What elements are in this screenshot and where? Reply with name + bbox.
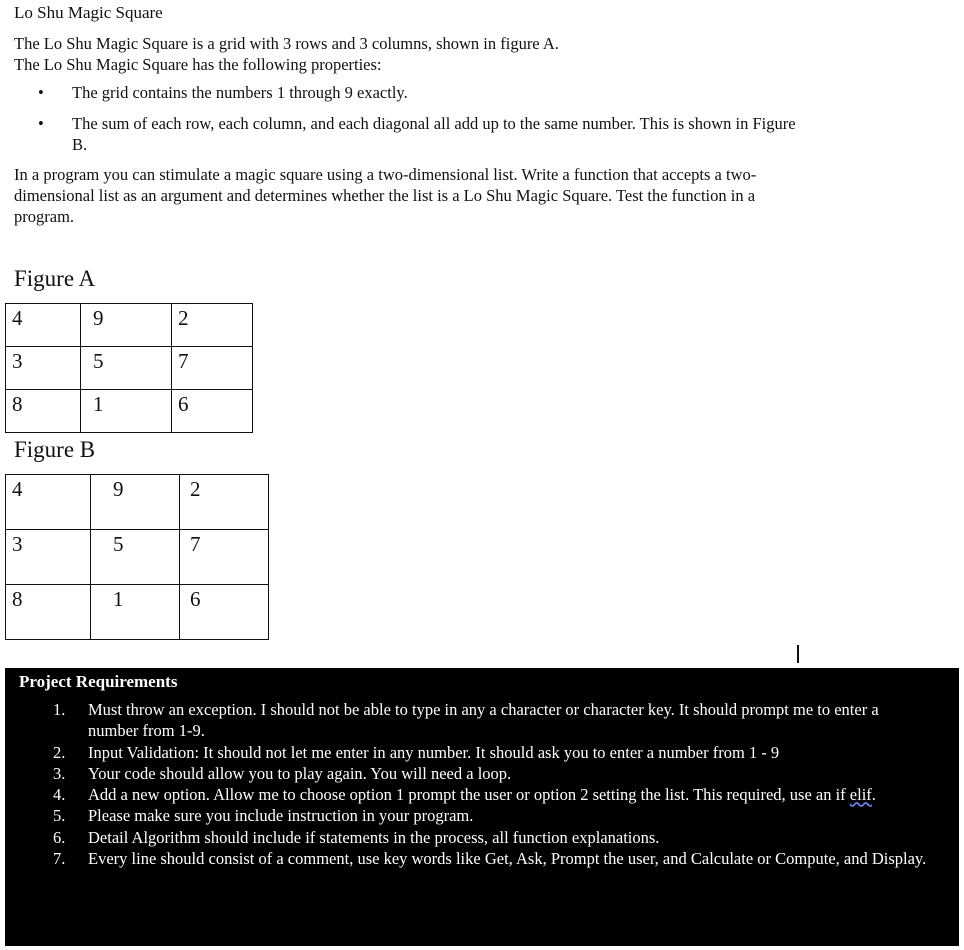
grid-cell: 5 [91,530,180,585]
bullet-marker: • [38,83,44,102]
intro-text [14,33,794,75]
list-item-text: Must throw an exception. I should not be able to type in any a character or character key. It should prompt me to enter a number from 1-9. [88,700,879,741]
grid-cell: 3 [6,347,81,390]
requirements-list [53,699,933,869]
grid-cell: 9 [81,304,172,347]
page-title: Lo Shu Magic Square [14,3,163,22]
list-item-text-part: . [871,785,876,805]
list-item-number: 6. [53,827,66,847]
list-item-text: Please make sure you include instruction in your program. [88,806,474,826]
list-item-number: 2. [53,742,66,762]
bullet-marker: • [38,114,44,133]
grid-cell: 8 [6,390,81,433]
list-item [53,699,933,742]
grid-cell: 2 [180,475,269,530]
table-row [6,347,253,390]
grid-cell: 9 [91,475,180,530]
list-item-text: Every line should consist of a comment, use key words like Get, Ask, Prompt the user, and Calculate or Compute, and Display. [88,849,927,869]
intro-line-2: The Lo Shu Magic Square has the following properties: [14,55,382,74]
list-item-text-part: Add a new option. Allow me to choose option 1 prompt the user or option 2 setting the list. This required, use an if [88,785,850,805]
figure-a-grid [5,303,253,433]
table-row [6,390,253,433]
list-item-number: 7. [53,849,66,869]
list-item [53,848,933,869]
requirements-title: Project Requirements [19,672,178,691]
list-item-text: The grid contains the numbers 1 through 9 exactly. [72,83,408,102]
list-item-text: The sum of each row, each column, and each diagonal all add up to the same number. This is shown in Figure B. [72,114,796,154]
grid-cell: 7 [172,347,253,390]
grid-cell: 5 [81,347,172,390]
table-row [6,475,269,530]
list-item [53,784,933,805]
list-item [53,827,933,848]
table-row [6,530,269,585]
table-row [6,585,269,640]
figure-b-grid [5,474,269,640]
list-item [53,763,933,784]
list-item-number: 4. [53,785,66,805]
grid-cell: 4 [6,304,81,347]
list-item-number: 1. [53,700,66,719]
grid-cell: 8 [6,585,91,640]
list-item [38,82,798,103]
grid-cell: 3 [6,530,91,585]
intro-line-1: The Lo Shu Magic Square is a grid with 3 rows and 3 columns, shown in figure A. [14,34,559,53]
list-item-text: Your code should allow you to play again. You will need a loop. [88,763,512,783]
list-item-text: Input Validation: It should not let me enter in any number. It should ask you to enter a number from 1 - 9 [88,742,780,762]
requirements-panel [5,668,959,946]
figure-b-label: Figure B [14,437,96,462]
list-item-number: 3. [53,763,66,783]
table-row [6,304,253,347]
properties-list [38,82,798,165]
list-item [53,742,933,763]
grid-cell: 6 [180,585,269,640]
list-item-text [88,785,876,804]
task-paragraph: In a program you can stimulate a magic square using a two-dimensional list. Write a function that accepts a two-dimensional list as an argument and determines whether the list is a Lo Shu Magic Square. Test the function in a program. [14,165,757,226]
spellcheck-underlined-word: elif [849,785,872,805]
list-item [53,805,933,826]
grid-cell: 1 [91,585,180,640]
grid-cell: 2 [172,304,253,347]
text-cursor [797,645,799,663]
grid-cell: 4 [6,475,91,530]
list-item-text: Detail Algorithm should include if statements in the process, all function explanations. [88,827,660,847]
list-item-number: 5. [53,806,66,826]
grid-cell: 6 [172,390,253,433]
grid-cell: 7 [180,530,269,585]
grid-cell: 1 [81,390,172,433]
list-item [38,113,798,155]
figure-a-label: Figure A [14,266,96,291]
